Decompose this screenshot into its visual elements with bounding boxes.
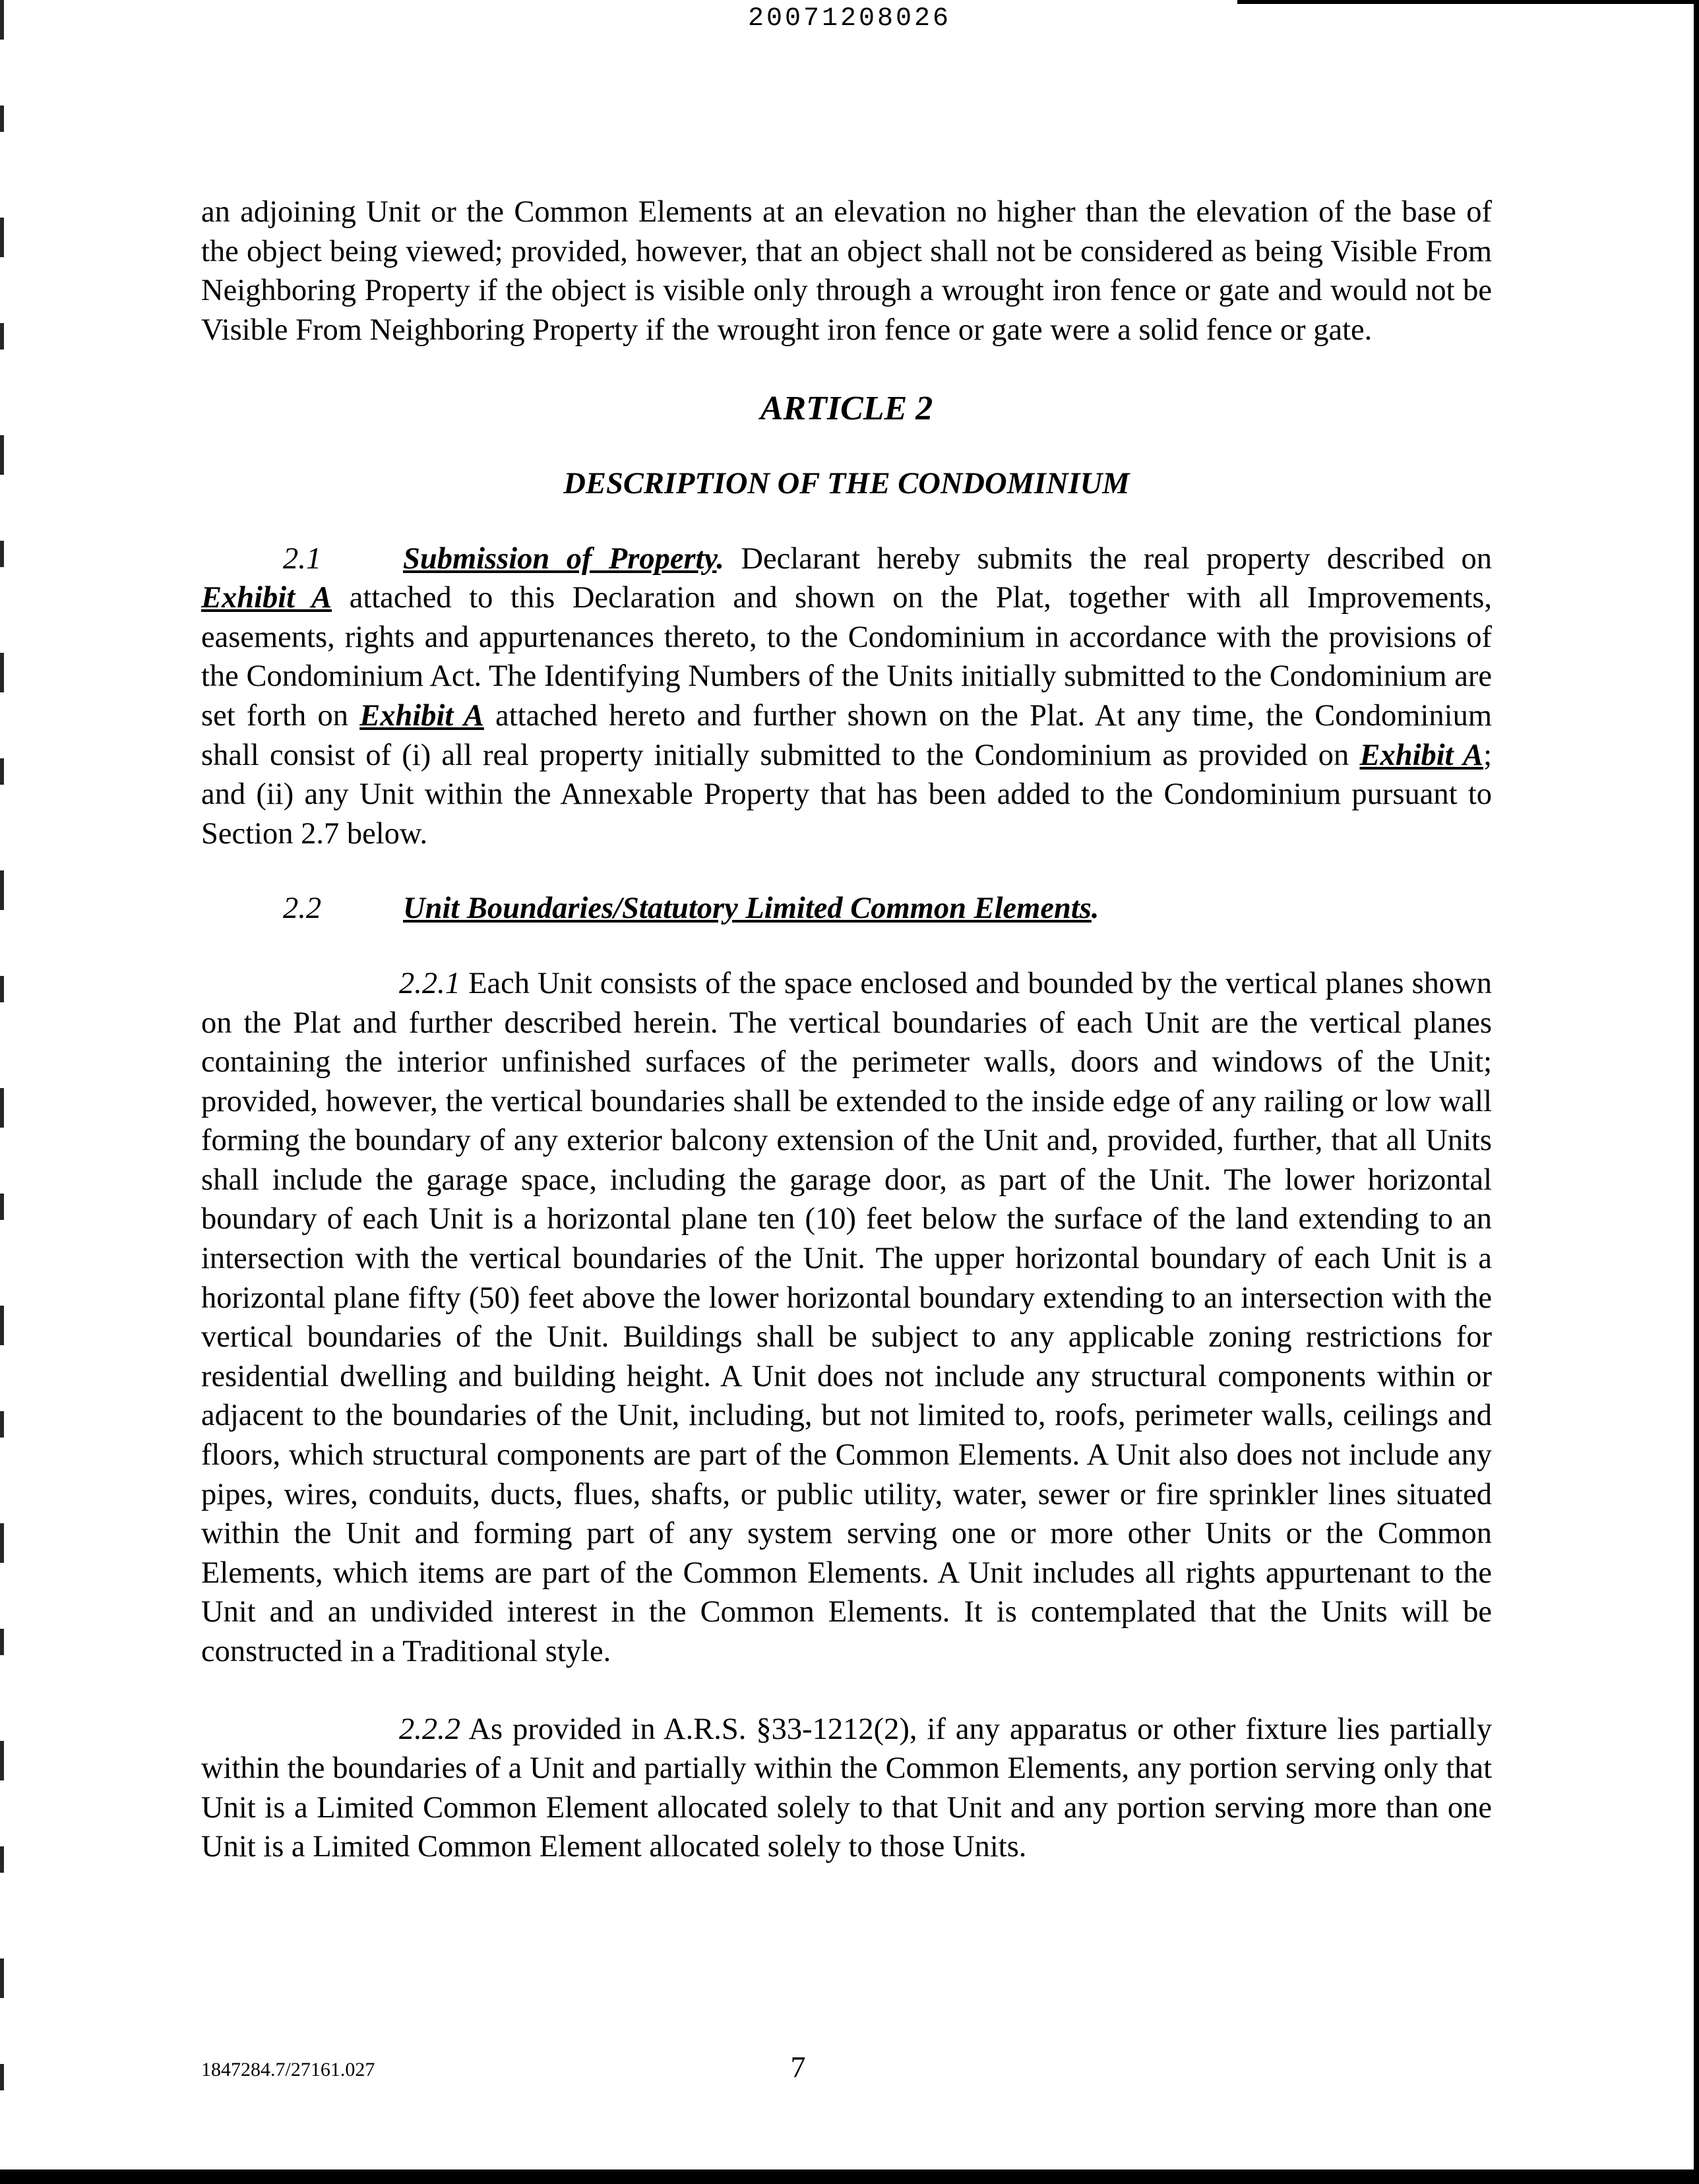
section-title-punct: .	[1091, 892, 1099, 926]
section-text: attached hereto and further shown on the Plat. At any time, the Condominium shall consist of (i) all real property initially submitted to the Condominium as provided on	[201, 698, 1492, 772]
page-number: 7	[790, 2050, 806, 2084]
section-2-1	[201, 539, 1492, 854]
exhibit-reference: Exhibit A	[359, 698, 484, 733]
recording-number: 20071208026	[747, 4, 952, 34]
section-2-2-1	[201, 964, 1492, 1672]
article-title: ARTICLE 2	[760, 390, 933, 428]
page-body	[201, 193, 1492, 1867]
section-title: Submission of Property	[403, 541, 717, 576]
intro-paragraph: an adjoining Unit or the Common Elements at an elevation no higher than the elevation of the base of the object being viewed; provided, however, that an object shall not be considered as being Visible From Neighboring Property if the object is visible only through a wrought iron fence or gate and would not be Visible From Neighboring Property if the wrought iron fence or gate were a solid fence or gate.	[201, 195, 1492, 347]
subsection-text: As provided in A.R.S. §33-1212(2), if any apparatus or other fixture lies partially within the boundaries of a Unit and partially within the Common Elements, any portion serving only that Unit is a Limited Common Element allocated solely to that Unit and any portion serving more than one Unit is a Limited Common Element allocated solely to those Units.	[201, 1712, 1492, 1864]
subsection-number: 2.2.2	[399, 1712, 460, 1746]
footer-file-id: 1847284.7/27161.027	[201, 2059, 375, 2080]
exhibit-reference: Exhibit A	[1359, 738, 1484, 772]
scan-edge-left	[0, 0, 4, 2169]
scan-edge-right	[1694, 0, 1699, 2184]
section-text: Declarant hereby submits the real property described on	[724, 541, 1492, 576]
article-subtitle: DESCRIPTION OF THE CONDOMINIUM	[563, 466, 1130, 501]
section-2-2-2	[201, 1710, 1492, 1867]
section-text: ; and (ii) any Unit within the Annexable Property that has been added to the Condominium pursuant to Section 2.7 below.	[201, 738, 1492, 851]
scan-edge-bottom	[0, 2169, 1699, 2184]
section-title: Unit Boundaries/Statutory Limited Common Elements	[403, 892, 1092, 926]
section-number: 2.2	[283, 892, 322, 926]
exhibit-reference: Exhibit A	[201, 581, 332, 615]
subsection-text: Each Unit consists of the space enclosed and bounded by the vertical planes shown on the Plat and further described herein. The vertical boundaries of each Unit are the vertical planes containing the interior unfinished surfaces of the perimeter walls, doors and windows of the Unit; provided, however, the vertical boundaries shall be extended to the inside edge of any railing or low wall forming the boundary of any exterior balcony extension of the Unit and, provided, further, that all Units shall include the garage space, including the garage door, as part of the Unit. The lower horizontal boundary of each Unit is a horizontal plane ten (10) feet below the surface of the land extending to an intersection with the vertical boundaries of the Unit. The upper horizontal boundary of each Unit is a horizontal plane fifty (50) feet above the lower horizontal boundary extending to an intersection with the vertical boundaries of the Unit. Buildings shall be subject to any applicable zoning restrictions for residential dwelling and building height. A Unit does not include any structural components within or adjacent to the boundaries of the Unit, including, but not limited to, roofs, perimeter walls, ceilings and floors, which structural components are part of the Common Elements. A Unit also does not include any pipes, wires, conduits, ducts, flues, shafts, or public utility, water, sewer or fire sprinkler lines situated within the Unit and forming part of any system serving one or more other Units or the Common Elements, which items are part of the Common Elements. A Unit includes all rights appurtenant to the Unit and an undivided interest in the Common Elements. It is contemplated that the Units will be constructed in a Traditional style.	[201, 966, 1492, 1668]
section-number: 2.1	[283, 541, 322, 576]
section-2-2	[201, 889, 1492, 928]
section-text: attached to this Declaration and shown on the Plat, together with all Improvements, easements, rights and appurtenances thereto, to the Condominium in accordance with the provisions of the Condominium Act. The Identifying Numbers of the Units initially submitted to the Condominium are set forth on	[201, 581, 1492, 733]
subsection-number: 2.2.1	[399, 966, 460, 1000]
section-title-punct: .	[716, 541, 725, 576]
